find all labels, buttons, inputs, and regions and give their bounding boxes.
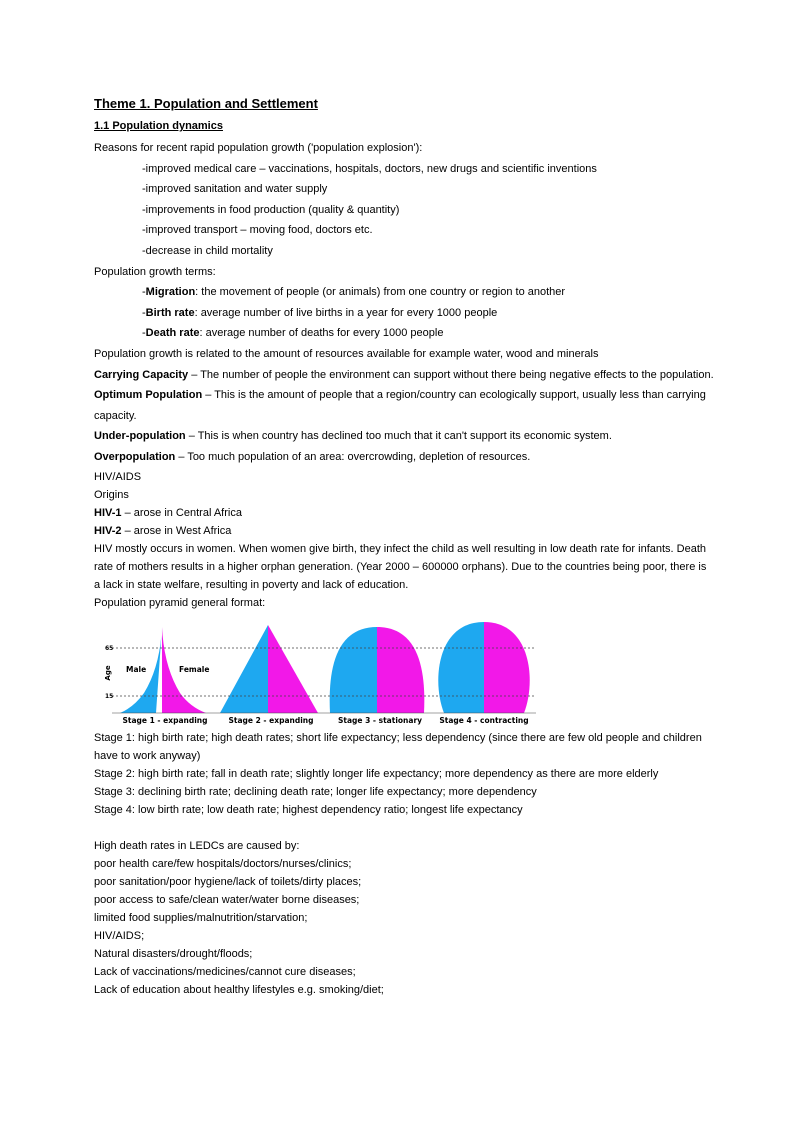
stage-description: Stage 1: high birth rate; high death rates; short life expectancy; less dependency (since there are few old people and children have to work anyway) — [94, 731, 702, 762]
ledc-cause: limited food supplies/malnutrition/starvation; — [94, 911, 308, 924]
stage-description: Stage 3: declining birth rate; declining death rate; longer life expectancy; more dependency — [94, 785, 537, 798]
ledc-cause: poor sanitation/poor hygiene/lack of toilets/dirty places; — [94, 875, 362, 888]
hiv-type — [94, 522, 714, 540]
stage2-female-shape — [268, 625, 318, 713]
term-name: Migration — [145, 286, 196, 299]
definition-paragraph — [94, 365, 714, 386]
population-pyramid-figure — [94, 619, 714, 725]
term-dash: - — [142, 327, 146, 340]
definition-text: – This is the amount of people that a region/country can ecologically support, usually less than carrying capacity. — [94, 389, 706, 422]
pyramid-intro: Population pyramid general format: — [94, 596, 266, 609]
reasons-intro: Reasons for recent rapid population growth ('population explosion'): — [94, 142, 423, 154]
stage-caption: Stage 4 - contracting — [439, 715, 529, 725]
stage4-female-shape — [484, 622, 530, 713]
term-name: Death rate — [145, 327, 200, 340]
population-pyramid-svg — [94, 619, 554, 725]
definition-paragraph — [94, 447, 714, 468]
ledc-cause: HIV/AIDS; — [94, 929, 145, 942]
origins-label: Origins — [94, 488, 129, 501]
definition-text: – This is when country has declined too much that it can't support its economic system. — [185, 430, 612, 443]
hiv-heading: HIV/AIDS — [94, 470, 142, 483]
male-label: Male — [126, 664, 147, 674]
term-item — [94, 303, 714, 324]
term-definition: : average number of live births in a year for every 1000 people — [194, 306, 498, 319]
spacer — [94, 819, 714, 837]
term-item — [94, 282, 714, 303]
definition-term: Overpopulation — [94, 450, 176, 463]
definition-text: – The number of people the environment can support without there being negative effects to the population. — [188, 368, 714, 381]
term-dash: - — [142, 306, 146, 319]
definition-paragraph — [94, 385, 714, 426]
definition-term: Optimum Population — [94, 389, 203, 402]
hiv-type-name: HIV-1 — [94, 506, 122, 519]
reason-item: -improved transport – moving food, doctors etc. — [142, 224, 373, 237]
document-page — [94, 96, 714, 999]
term-definition: : average number of deaths for every 1000 people — [199, 327, 444, 340]
page-title: Theme 1. Population and Settlement — [94, 96, 318, 111]
tick-15: 15 — [105, 692, 114, 700]
hiv-type-origin: – arose in Central Africa — [121, 506, 242, 519]
definition-term: Carrying Capacity — [94, 368, 189, 381]
definition-paragraph — [94, 426, 714, 447]
term-name: Birth rate — [145, 306, 195, 319]
stage2-male-shape — [220, 625, 268, 713]
term-item — [94, 323, 714, 344]
stage3-female-shape — [377, 627, 424, 713]
ledc-cause: Lack of vaccinations/medicines/cannot cure diseases; — [94, 965, 356, 978]
term-definition: : the movement of people (or animals) from one country or region to another — [195, 286, 566, 299]
stage-caption: Stage 2 - expanding — [228, 715, 314, 725]
stage-description: Stage 2: high birth rate; fall in death rate; slightly longer life expectancy; more dependency as there are more elderly — [94, 767, 659, 780]
resources-text: Population growth is related to the amount of resources available for example water, wood and minerals — [94, 347, 599, 360]
reason-item: -improvements in food production (quality & quantity) — [142, 203, 400, 216]
reason-item: -improved sanitation and water supply — [142, 183, 328, 196]
stage-caption: Stage 1 - expanding — [122, 715, 208, 725]
definition-text: – Too much population of an area: overcrowding, depletion of resources. — [175, 450, 531, 463]
hiv-type — [94, 504, 714, 522]
term-dash: - — [142, 286, 146, 299]
tick-65: 65 — [105, 644, 114, 652]
hiv-paragraph: HIV mostly occurs in women. When women give birth, they infect the child as well resulting in low death rate for infants. Death rate of mothers results in a higher orphan generation. (Year 2000 – 600000 orphans). Due to the countries being poor, there is a lack in state welfare, resulting in poverty and lack of education. — [94, 542, 707, 591]
ledc-cause: poor health care/few hospitals/doctors/nurses/clinics; — [94, 857, 352, 870]
female-label: Female — [179, 664, 210, 674]
ledc-intro: High death rates in LEDCs are caused by: — [94, 839, 300, 852]
ledc-cause: Natural disasters/drought/floods; — [94, 947, 253, 960]
reason-item: -decrease in child mortality — [142, 244, 273, 257]
stage4-male-shape — [438, 622, 484, 713]
ledc-cause: Lack of education about healthy lifestyles e.g. smoking/diet; — [94, 983, 384, 996]
stage-description: Stage 4: low birth rate; low death rate; highest dependency ratio; longest life expectancy — [94, 803, 523, 816]
terms-intro: Population growth terms: — [94, 265, 216, 278]
definition-term: Under-population — [94, 430, 186, 443]
hiv-type-name: HIV-2 — [94, 524, 122, 537]
age-axis-label: Age — [104, 664, 112, 681]
hiv-type-origin: – arose in West Africa — [121, 524, 232, 537]
section-heading: 1.1 Population dynamics — [94, 120, 223, 132]
reason-item: -improved medical care – vaccinations, hospitals, doctors, new drugs and scientific inventions — [142, 162, 597, 175]
stage3-male-shape — [330, 627, 377, 713]
stage-caption: Stage 3 - stationary — [337, 715, 423, 725]
ledc-cause: poor access to safe/clean water/water borne diseases; — [94, 893, 360, 906]
